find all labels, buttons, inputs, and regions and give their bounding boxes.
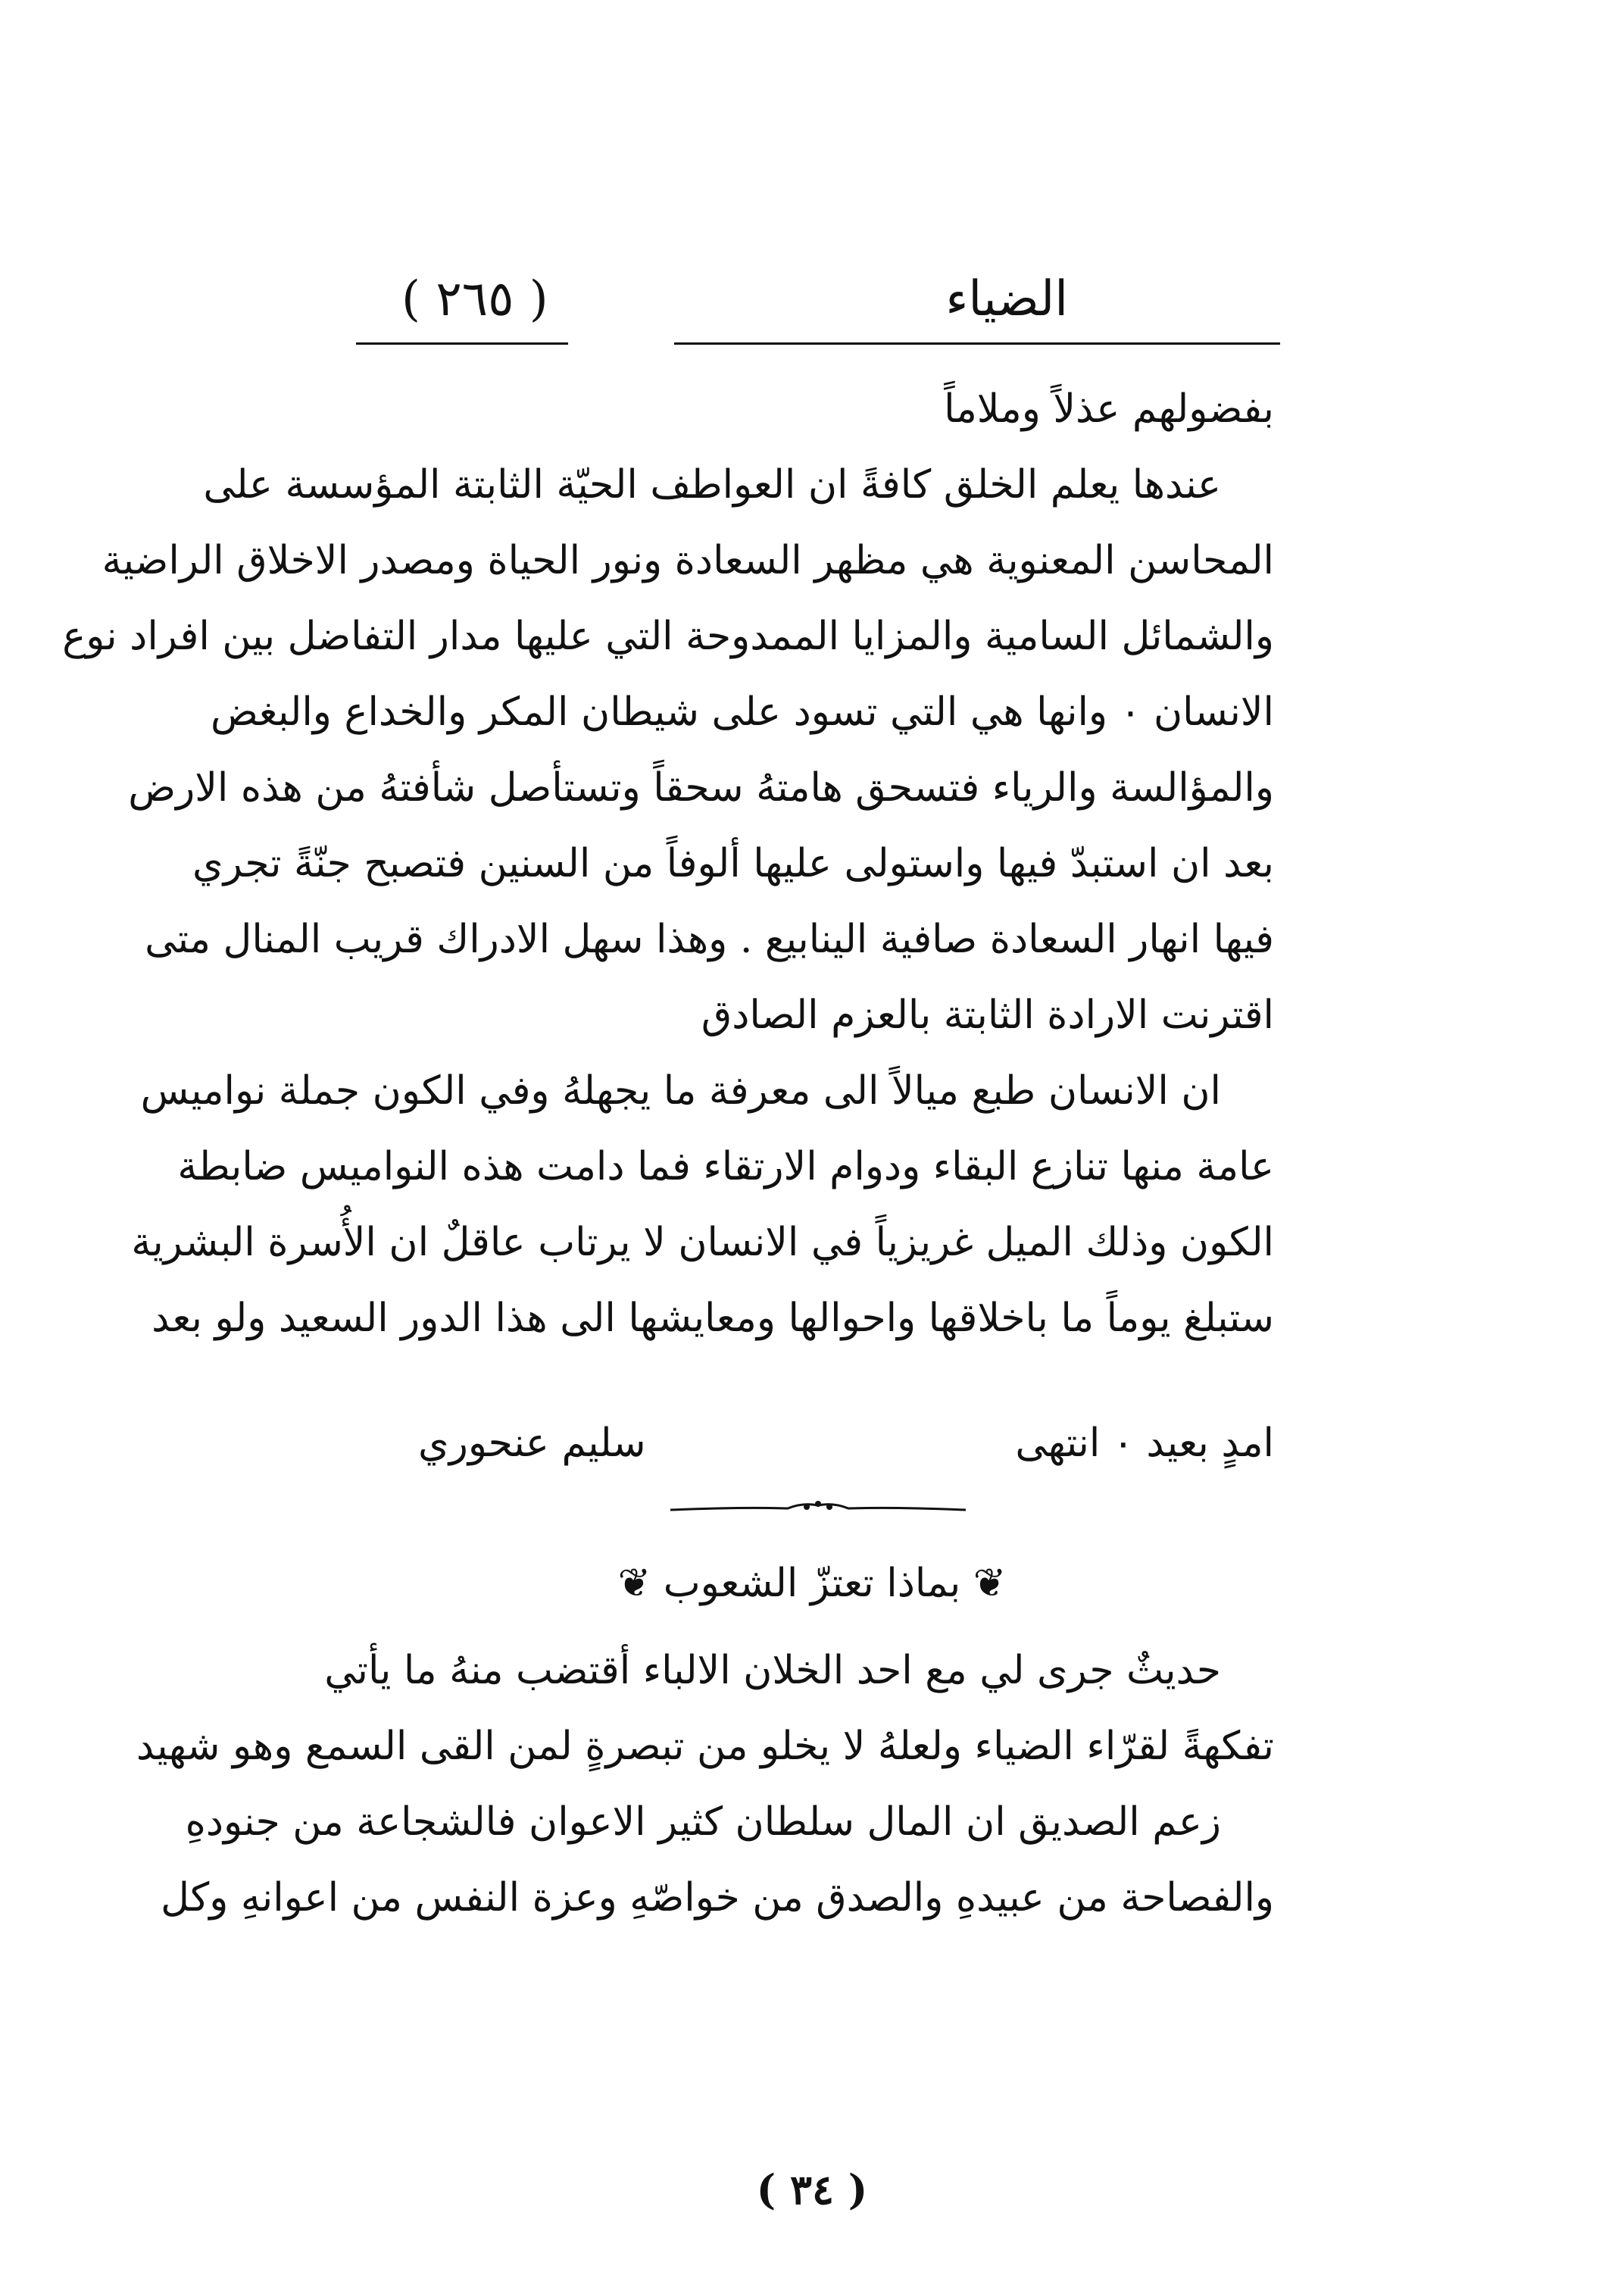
text-line: عندها يعلم الخلق كافةً ان العواطف الحيّة الثابتة المؤسسة على [203, 462, 1221, 508]
header-rule-left [356, 342, 568, 345]
signature-mark: ( ٣٤ ) [756, 2165, 868, 2214]
text-line: اقترنت الارادة الثابتة بالعزم الصادق [701, 992, 1274, 1038]
text-line: الانسان ٠ وانها هي التي تسود على شيطان المكر والخداع والبغض [211, 689, 1274, 735]
author-name: سليم عنحوري [418, 1421, 646, 1466]
section-body [136, 1633, 1274, 1936]
signature-line [342, 1405, 1274, 1481]
page-number: ( ٢٦٥ ) [401, 271, 548, 327]
text-line: ستبلغ يوماً ما باخلاقها واحوالها ومعايشها الى هذا الدور السعيد ولو بعد [151, 1296, 1274, 1341]
text-line: تفكهةً لقرّاء الضياء ولعلهُ لا يخلو من تبصرةٍ لمن القى السمع وهو شهيد [136, 1724, 1274, 1769]
text-line: والمؤالسة والرياء فتسحق هامتهُ سحقاً وتستأصل شأفتهُ من هذه الارض [128, 765, 1274, 811]
text-line: بعد ان استبدّ فيها واستولى عليها ألوفاً من السنين فتصبح جنّةً تجري [192, 841, 1274, 886]
article-end: امدٍ بعيد ٠ انتهى [1015, 1421, 1274, 1466]
text-line: فيها انهار السعادة صافية الينابيع . وهذا سهل الادراك قريب المنال متى [145, 917, 1274, 962]
heading-ornament-left: ❦ [617, 1561, 651, 1606]
text-line: والفصاحة من عبيدهِ والصدق من خواصّهِ وعزة النفس من اعوانهِ وكل [161, 1875, 1274, 1921]
section-heading [0, 1546, 1624, 1621]
text-line: ان الانسان طبع ميالاً الى معرفة ما يجهلهُ وفي الكون جملة نواميس [140, 1068, 1221, 1114]
article-body [62, 371, 1274, 1356]
text-line: الكون وذلك الميل غريزياً في الانسان لا يرتاب عاقلٌ ان الأُسرة البشرية [131, 1220, 1274, 1265]
text-line: عامة منها تنازع البقاء ودوام الارتقاء فما دامت هذه النواميس ضابطة [177, 1144, 1274, 1189]
journal-title: الضياء [945, 271, 1068, 327]
ornament-divider [667, 1496, 970, 1519]
section-title: بماذا تعتزّ الشعوب [663, 1561, 961, 1606]
heading-ornament-right: ❦ [960, 1561, 1007, 1606]
text-line: والشمائل السامية والمزايا الممدوحة التي عليها مدار التفاضل بين افراد نوع [62, 614, 1274, 659]
text-line: زعم الصديق ان المال سلطان كثير الاعوان فالشجاعة من جنودهِ [185, 1799, 1221, 1845]
text-line: المحاسن المعنوية هي مظهر السعادة ونور الحياة ومصدر الاخلاق الراضية [102, 538, 1274, 583]
text-line: بفضولهم عذلاً وملاماً [944, 386, 1274, 432]
header-rule-right [674, 342, 1280, 345]
running-header [356, 265, 1280, 356]
text-line: حديثٌ جرى لي مع احد الخلان الالباء أقتضب منهُ ما يأتي [324, 1648, 1221, 1693]
